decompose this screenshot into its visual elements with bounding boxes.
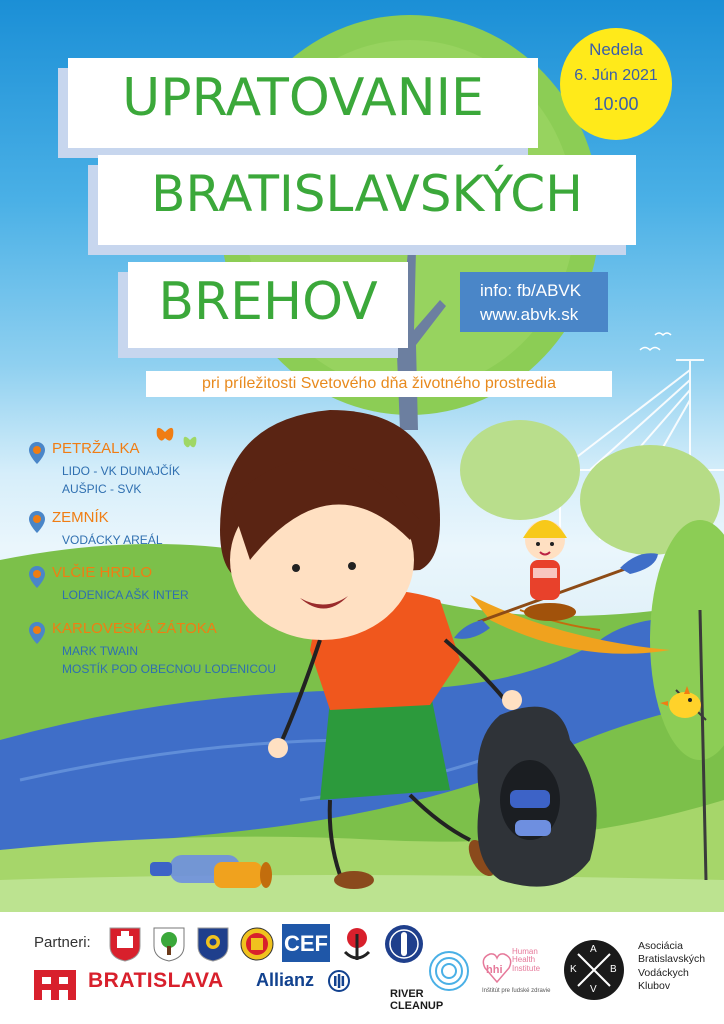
occasion-subtitle: pri príležitosti Svetového dňa životného prostredia — [146, 371, 612, 397]
title-box-1 — [68, 58, 538, 148]
info-box — [460, 272, 608, 332]
location-name: PETRŽALKA — [52, 440, 140, 457]
location-zemnik — [28, 509, 268, 549]
abvk-letter: V — [590, 984, 597, 995]
title-line-1: UPRATOVANIE — [122, 68, 484, 128]
crest-tree-logo — [152, 926, 186, 962]
location-sub: AUŠPIC - SVK — [62, 482, 142, 496]
hhi-word: Health — [512, 955, 536, 965]
location-name: VLČIE HRDLO — [52, 564, 153, 581]
location-sub: LIDO - VK DUNAJČÍK — [62, 464, 181, 478]
location-sub: VODÁCKY AREÁL — [62, 533, 163, 547]
location-sub: MARK TWAIN — [62, 644, 139, 658]
date-badge — [560, 28, 672, 140]
location-vlcie-hrdlo — [28, 564, 268, 604]
hhi-subtitle: Inštitút pre ľudské zdravie — [482, 988, 551, 994]
location-name: ZEMNÍK — [52, 509, 109, 526]
abvk-word: Bratislavských — [638, 953, 706, 966]
cef-logo: CEF — [282, 924, 330, 962]
abvk-word: Vodáckych — [638, 966, 689, 979]
info-facebook[interactable]: info: fb/ABVK — [480, 281, 582, 300]
location-karloveska-zatoka — [28, 620, 308, 680]
location-sub: MOSTÍK POD OBECNOU LODENICOU — [62, 662, 277, 676]
date-day: Nedela — [589, 40, 643, 59]
bratislava-logo-text: BRATISLAVA — [88, 969, 224, 992]
location-pin-icon — [28, 511, 46, 533]
location-pin-icon — [28, 622, 46, 644]
butterfly-icon — [157, 428, 174, 441]
date-date: 6. Jún 2021 — [574, 67, 658, 84]
crest-grapes-logo — [196, 926, 230, 962]
location-pin-icon — [28, 442, 46, 464]
river-cleanup-logo-text — [390, 989, 443, 1012]
date-time: 10:00 — [593, 94, 639, 114]
river-cleanup-word: RIVER — [390, 988, 424, 1000]
partners-footer — [0, 912, 724, 1024]
crest-castle-logo — [240, 926, 274, 962]
partners-label: Partneri: — [34, 934, 91, 951]
allianz-eagle-icon — [328, 970, 350, 992]
abvk-letter: A — [590, 944, 597, 955]
bratislava-mark-logo — [34, 970, 76, 1000]
hhi-mark: hhi — [486, 964, 503, 976]
location-pin-icon — [28, 566, 46, 588]
title-box-3 — [128, 262, 408, 348]
paddle-club-logo — [384, 922, 424, 966]
anchor-club-logo — [340, 924, 374, 964]
title-box-2 — [98, 155, 636, 245]
location-name: KARLOVESKÁ ZÁTOKA — [52, 620, 217, 637]
abvk-logo — [564, 940, 624, 1000]
abvk-letter: B — [610, 964, 617, 975]
location-sub: LODENICA AŠK INTER — [62, 588, 189, 602]
sky-birds — [640, 333, 671, 350]
hhi-logo-text — [512, 948, 540, 973]
abvk-word: Asociácia — [638, 940, 683, 952]
abvk-word: Klubov — [638, 980, 671, 993]
river-cleanup-icon — [428, 950, 470, 992]
abvk-letter: K — [570, 964, 577, 975]
distant-tree — [460, 420, 580, 520]
hhi-word: Institute — [512, 963, 541, 973]
abvk-logo-text — [638, 940, 705, 994]
location-petrzalka — [28, 440, 268, 500]
river-cleanup-word: CLEANUP — [390, 999, 444, 1012]
title-line-3: BREHOV — [158, 272, 378, 332]
hhi-word: Human — [512, 947, 538, 956]
info-website[interactable]: www.abvk.sk — [480, 305, 579, 324]
title-line-2: BRATISLAVSKÝCH — [151, 165, 583, 223]
crest-bratislava-logo — [108, 926, 142, 962]
allianz-logo-text: Allianz — [256, 970, 315, 990]
